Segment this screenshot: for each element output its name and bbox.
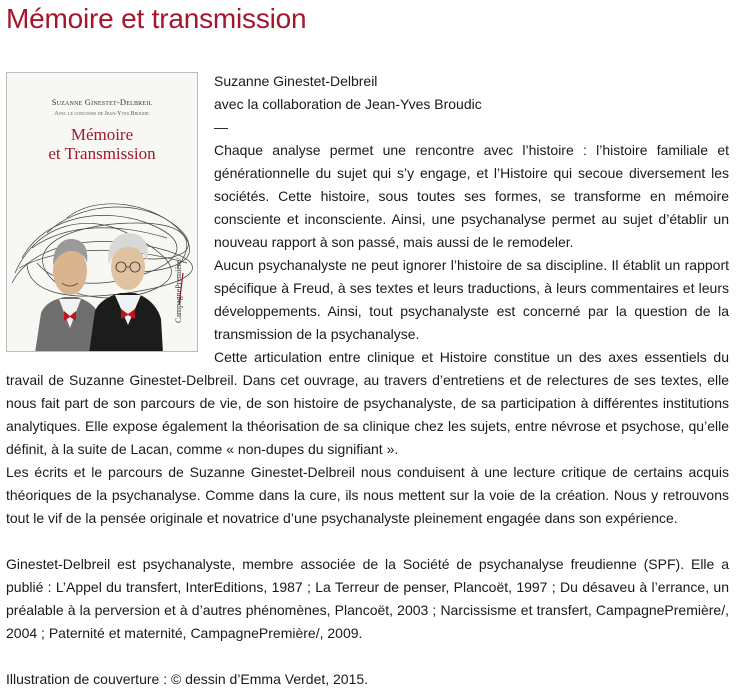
- cover-title-line1: Mémoire: [70, 125, 134, 144]
- right-figure: [89, 233, 163, 352]
- description-paragraph-3: Cette articulation entre clinique et Histoire constitue un des axes essentiels du travail de Suzanne Ginestet-Delbreil. Dans cet ouvrage, au travers d’entretiens et de relectures de ses textes, elle nous fait part de son parcours de vie, de son histoire de psychanalyste, de sa participation à différentes institutions analytiques. Elle expose également la théorisation de sa clinique chez les sujets, entre névrose et psychose, qu’elle définit, à la suite de Lacan, comme « non-dupes du signifiant ».: [6, 349, 729, 457]
- book-collaboration: avec la collaboration de Jean-Yves Broudic: [214, 96, 482, 112]
- article-body: [6, 70, 729, 691]
- cover-collaboration: Avec le concours de Jean-Yves Broudic: [54, 111, 150, 117]
- book-cover-image: [6, 72, 198, 352]
- description-paragraph-1: Chaque analyse permet une rencontre avec l’histoire : l’histoire familiale et générationnelle du sujet qui s’y engage, et l’Histoire qui secoue diversement les sociétés. Cette histoire, sous toutes ses formes, se transforme en mémoire consciente et inconsciente. Ainsi, une psychanalyse permet au sujet d’établir un nouveau rapport à son passé, mais aussi de le remodeler.: [214, 142, 729, 250]
- page-title: Mémoire et transmission: [6, 3, 307, 34]
- book-author: Suzanne Ginestet-Delbreil: [214, 73, 378, 89]
- description-paragraph-2: Aucun psychanalyste ne peut ignorer l’histoire de sa discipline. Il établit un rapport spécifique à Freud, à ses textes et leurs traductions, à leurs commentaires et leurs développements. Ainsi, tout psychanalyste est concerné par la question de la transmission de la psychanalyse.: [214, 257, 729, 342]
- author-bio: Ginestet-Delbreil est psychanalyste, membre associée de la Société de psychanalyse freudienne (SPF). Elle a publié : L’Appel du transfert, InterEditions, 1987 ; La Terreur de penser, Plancoët, 1997 ; Du désaveu à l’errance, un préalable à la perversion et à d’autres phénomènes, Plancoët, 2003 ; Narcissisme et transfert, CampagnePremière/, 2004 ; Paternité et maternité, CampagnePremière/, 2009.: [6, 556, 729, 641]
- description-paragraph-4: Les écrits et le parcours de Suzanne Ginestet-Delbreil nous conduisent à une lecture critique de certains acquis théoriques de la psychanalyse. Comme dans la cure, ils nous mettent sur la voie de la création. Nous y retrouvons tout le vif de la pensée originale et novatrice d’une psychanalyste pleinement engagée dans son expérience.: [6, 464, 729, 526]
- cover-author: Suzanne Ginestet-Delbreil: [51, 97, 153, 107]
- cover-publisher: CampagnePremière/: [174, 257, 183, 323]
- cover-credit: Illustration de couverture : © dessin d’Emma Verdet, 2015.: [6, 671, 369, 687]
- separator-dash: —: [214, 119, 228, 135]
- cover-title-line2: et Transmission: [48, 144, 156, 163]
- cover-title: [7, 125, 197, 163]
